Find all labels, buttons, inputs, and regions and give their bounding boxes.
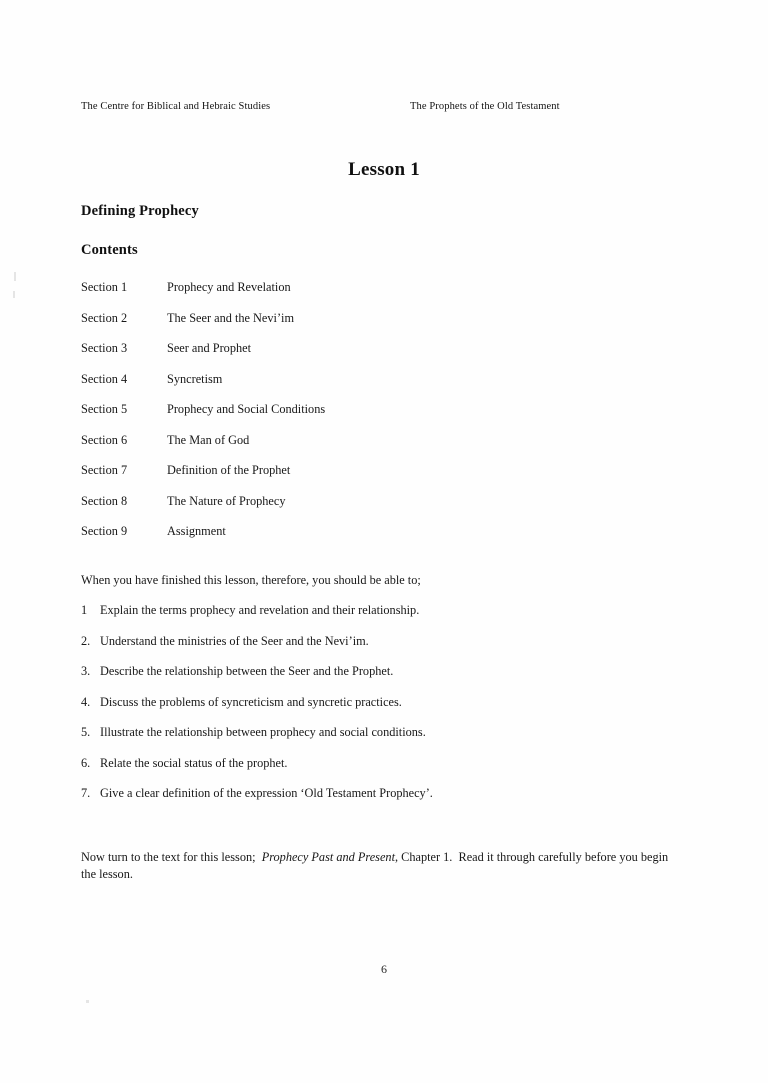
objective-number: 5. bbox=[81, 725, 91, 739]
list-item bbox=[81, 280, 681, 311]
list-item bbox=[81, 494, 681, 525]
section-title: Syncretism bbox=[167, 371, 223, 386]
section-title: Seer and Prophet bbox=[167, 341, 252, 355]
objective-number: 1 bbox=[81, 603, 88, 617]
objective-text: Understand the ministries of the Seer and the Nevi’im. bbox=[100, 633, 369, 648]
running-head-left: The Centre for Biblical and Hebraic Studies bbox=[81, 101, 271, 112]
section-label: Section 7 bbox=[81, 463, 128, 477]
objective-number: 2. bbox=[81, 633, 91, 648]
list-item bbox=[81, 341, 681, 372]
section-label: Section 8 bbox=[81, 493, 128, 508]
closing-paragraph bbox=[81, 849, 676, 883]
list-item bbox=[81, 664, 701, 695]
section-title: Prophecy and Revelation bbox=[167, 280, 291, 294]
section-label: Section 9 bbox=[81, 524, 128, 538]
section-title: The Seer and the Nevi’im bbox=[167, 310, 295, 325]
objective-text: Describe the relationship between the Seer and the Prophet. bbox=[100, 664, 394, 678]
list-item bbox=[81, 786, 701, 817]
list-item bbox=[81, 463, 681, 494]
objective-number: 6. bbox=[81, 755, 91, 770]
objective-number: 4. bbox=[81, 694, 91, 709]
page-number: 6 bbox=[381, 962, 387, 976]
scan-artifact bbox=[14, 272, 16, 281]
running-head-right: The Prophets of the Old Testament bbox=[410, 101, 560, 112]
objective-text: Relate the social status of the prophet. bbox=[100, 755, 288, 770]
scan-artifact bbox=[13, 291, 15, 298]
list-item bbox=[81, 634, 701, 665]
section-label: Section 1 bbox=[81, 280, 128, 294]
list-item bbox=[81, 725, 701, 756]
objective-number: 7. bbox=[81, 786, 91, 800]
objective-number: 3. bbox=[81, 664, 91, 678]
list-item bbox=[81, 756, 701, 787]
objective-text: Discuss the problems of syncreticism and syncretic practices. bbox=[100, 694, 402, 709]
section-label: Section 2 bbox=[81, 310, 128, 325]
list-item bbox=[81, 372, 681, 403]
list-item bbox=[81, 311, 681, 342]
section-label: Section 6 bbox=[81, 432, 128, 447]
section-title: Assignment bbox=[167, 524, 226, 538]
objective-text: Give a clear definition of the expression ‘Old Testament Prophecy’. bbox=[100, 786, 433, 800]
topic-heading: Defining Prophecy bbox=[81, 203, 199, 219]
section-label: Section 5 bbox=[81, 402, 128, 416]
section-label: Section 4 bbox=[81, 371, 128, 386]
objective-text: Illustrate the relationship between prophecy and social conditions. bbox=[100, 725, 426, 739]
list-item bbox=[81, 433, 681, 464]
scan-artifact bbox=[86, 1000, 89, 1003]
contents-list bbox=[81, 280, 681, 555]
list-item bbox=[81, 524, 681, 555]
section-title: The Nature of Prophecy bbox=[167, 493, 286, 508]
list-item bbox=[81, 695, 701, 726]
list-item bbox=[81, 603, 701, 634]
closing-text-before: Now turn to the text for this lesson; bbox=[81, 850, 262, 865]
section-title: Prophecy and Social Conditions bbox=[167, 402, 326, 416]
objective-text: Explain the terms prophecy and revelation and their relationship. bbox=[100, 603, 420, 617]
contents-heading: Contents bbox=[81, 242, 138, 258]
objectives-list bbox=[81, 603, 701, 817]
objectives-intro: When you have finished this lesson, therefore, you should be able to; bbox=[81, 573, 421, 587]
section-label: Section 3 bbox=[81, 341, 128, 355]
list-item bbox=[81, 402, 681, 433]
section-title: The Man of God bbox=[167, 432, 250, 447]
book-title: Prophecy Past and Present bbox=[261, 850, 395, 865]
closing-text-after: , Chapter 1. Read it through carefully before you begin the lesson. bbox=[81, 850, 669, 882]
section-title: Definition of the Prophet bbox=[167, 463, 291, 477]
page-title: Lesson 1 bbox=[348, 159, 420, 180]
